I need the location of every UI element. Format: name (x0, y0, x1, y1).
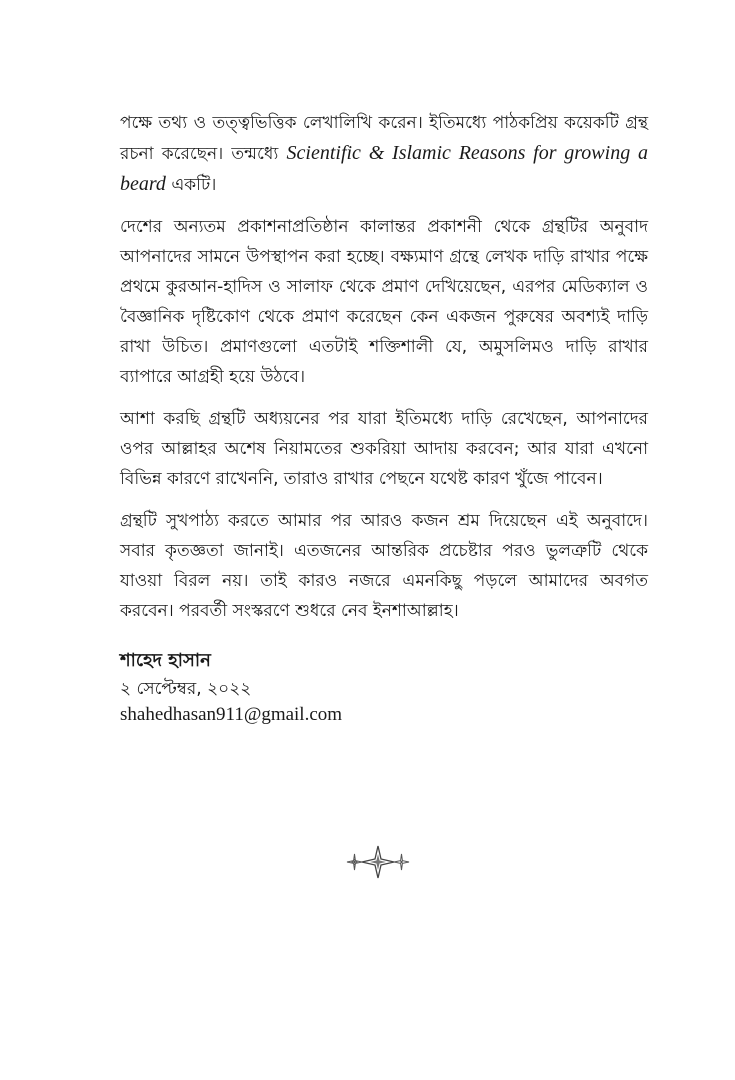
book-title: Scientific & Islamic Reasons for growing a beard (120, 142, 648, 195)
paragraph-2: দেশের অন্যতম প্রকাশনাপ্রতিষ্ঠান কালান্তর প্রকাশনী থেকে গ্রন্থটির অনুবাদ আপনাদের সামনে উপস্থাপন করা হচ্ছে। বক্ষ্যমাণ গ্রন্থে লেখক দাড়ি রাখার পক্ষে প্রথমে কুরআন-হাদিস ও সালাফ থেকে প্রমাণ দেখিয়েছেন, এরপর মেডিক্যাল ও বৈজ্ঞানিক দৃষ্টিকোণ থেকে প্রমাণ করেছেন কেন একজন পুরুষের অবশ্যই দাড়ি রাখা উচিত। প্রমাণগুলো এতটাই শক্তিশালী যে, অমুসলিমও দাড়ি রাখার ব্যাপারে আগ্রহী হয়ে উঠবে। (120, 217, 648, 387)
translator-note (120, 108, 648, 728)
signature-date: ২ সেপ্টেম্বর, ২০২২ (120, 679, 252, 699)
paragraph-4: গ্রন্থটি সুখপাঠ্য করতে আমার পর আরও কজন শ্রম দিয়েছেন এই অনুবাদে। সবার কৃতজ্ঞতা জানাই। এতজনের আন্তরিক প্রচেষ্টার পরও ভুলত্রুটি থেকে যাওয়া বিরল নয়। তাই কারও নজরে এমনকিছু পড়লে আমাদের অবগত করবেন। পরবর্তী সংস্করণে শুধরে নেব ইনশাআল্লাহ। (120, 511, 648, 621)
author-name: শাহেদ হাসান (120, 650, 211, 671)
paragraph-3: আশা করছি গ্রন্থটি অধ্যয়নের পর যারা ইতিমধ্যে দাড়ি রেখেছেন, আপনাদের ওপর আল্লাহর অশেষ নিয়ামতের শুকরিয়া আদায় করবেন; আর যারা এখনো বিভিন্ন কারণে রাখেননি, তারাও রাখার পেছনে যথেষ্ট কারণ খুঁজে পাবেন। (120, 409, 648, 489)
paragraph-1-text: পক্ষে তথ্য ও তত্ত্বভিত্তিক লেখালিখি করেন। ইতিমধ্যে পাঠকপ্রিয় কয়েকটি গ্রন্থ রচনা করেছেন। তন্মধ্যে (120, 113, 648, 164)
star-ornament-icon (336, 842, 420, 882)
author-email: shahedhasan911@gmail.com (120, 704, 343, 725)
paragraph-1 (120, 108, 648, 200)
paragraph-1-end: একটি। (165, 175, 217, 195)
